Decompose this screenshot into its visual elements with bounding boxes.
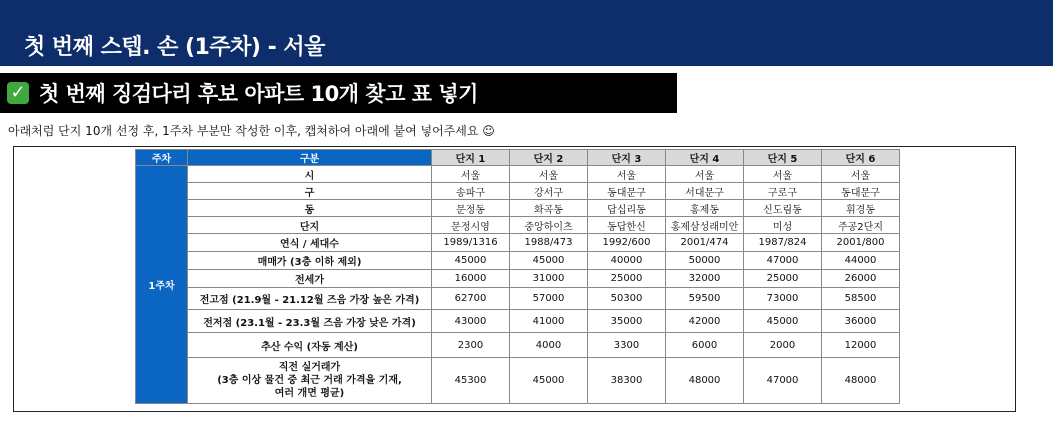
- cell-value: 48000: [666, 358, 744, 404]
- cell-value: 강서구: [510, 183, 588, 200]
- table-body: [136, 166, 900, 404]
- cell-value: 미성: [744, 217, 822, 234]
- cell-value: 서울: [588, 166, 666, 183]
- cell-value: 문정동: [432, 200, 510, 217]
- cell-value: 휘경동: [822, 200, 900, 217]
- cell-value: 31000: [510, 270, 588, 288]
- table-row: [136, 234, 900, 252]
- row-label: 전세가: [188, 270, 432, 288]
- section-title: 첫 번째 징검다리 후보 아파트 10개 찾고 표 넣기: [39, 82, 478, 106]
- cell-value: 40000: [588, 252, 666, 270]
- cell-value: 26000: [822, 270, 900, 288]
- row-label-line: 여러 개면 평균): [274, 388, 345, 399]
- cell-value: 2000: [744, 333, 822, 358]
- cell-value: 25000: [588, 270, 666, 288]
- cell-value: 45000: [432, 252, 510, 270]
- header-week: 주차: [136, 150, 188, 166]
- cell-value: 45000: [510, 358, 588, 404]
- cell-value: 홍제삼성래미안: [666, 217, 744, 234]
- cell-value: 서대문구: [666, 183, 744, 200]
- cell-value: 동대문구: [588, 183, 666, 200]
- top-header-bar: [0, 0, 1053, 66]
- cell-value: 2300: [432, 333, 510, 358]
- cell-value: 2001/474: [666, 234, 744, 252]
- cell-value: 12000: [822, 333, 900, 358]
- cell-value: 1992/600: [588, 234, 666, 252]
- table-row: [136, 358, 900, 404]
- row-label: 매매가 (3층 이하 제외): [188, 252, 432, 270]
- row-label-line: (3층 이상 물건 중 최근 거래 가격을 기재,: [217, 375, 402, 386]
- cell-value: 47000: [744, 252, 822, 270]
- row-label: 시: [188, 166, 432, 183]
- cell-value: 57000: [510, 288, 588, 310]
- row-label: 전저점 (23.1월 - 23.3월 즈음 가장 낮은 가격): [188, 310, 432, 333]
- cell-value: 32000: [666, 270, 744, 288]
- row-label: 추산 수익 (자동 계산): [188, 333, 432, 358]
- header-complex-6: 단지 6: [822, 150, 900, 166]
- cell-value: 73000: [744, 288, 822, 310]
- week-label: 1주차: [136, 166, 188, 404]
- cell-value: 45000: [744, 310, 822, 333]
- cell-value: 35000: [588, 310, 666, 333]
- table-row: [136, 200, 900, 217]
- table-row: [136, 288, 900, 310]
- cell-value: 44000: [822, 252, 900, 270]
- cell-value: 2001/800: [822, 234, 900, 252]
- cell-value: 58500: [822, 288, 900, 310]
- cell-value: 서울: [510, 166, 588, 183]
- header-complex-5: 단지 5: [744, 150, 822, 166]
- check-mark-icon: ✓: [7, 82, 29, 104]
- cell-value: 1988/473: [510, 234, 588, 252]
- cell-value: 문정시영: [432, 217, 510, 234]
- cell-value: 50000: [666, 252, 744, 270]
- cell-value: 서울: [666, 166, 744, 183]
- instruction-text: 아래처럼 단지 10개 선정 후, 1주차 부분만 작성한 이후, 캡쳐하여 아래에 붙여 넣어주세요 ☺: [8, 124, 495, 138]
- row-label: 동: [188, 200, 432, 217]
- header-complex-4: 단지 4: [666, 150, 744, 166]
- cell-value: 동대문구: [822, 183, 900, 200]
- table-row: [136, 166, 900, 183]
- header-category: 구분: [188, 150, 432, 166]
- cell-value: 홍제동: [666, 200, 744, 217]
- cell-value: 41000: [510, 310, 588, 333]
- cell-value: 주공2단지: [822, 217, 900, 234]
- cell-value: 42000: [666, 310, 744, 333]
- header-complex-1: 단지 1: [432, 150, 510, 166]
- cell-value: 25000: [744, 270, 822, 288]
- cell-value: 1987/824: [744, 234, 822, 252]
- cell-value: 서울: [744, 166, 822, 183]
- page-title: 첫 번째 스텝. 손 (1주차) - 서울: [24, 35, 325, 60]
- header-complex-2: 단지 2: [510, 150, 588, 166]
- row-label: 단지: [188, 217, 432, 234]
- cell-value: 62700: [432, 288, 510, 310]
- cell-value: 3300: [588, 333, 666, 358]
- table-row: [136, 183, 900, 200]
- row-label: [188, 358, 432, 404]
- cell-value: 45300: [432, 358, 510, 404]
- cell-value: 16000: [432, 270, 510, 288]
- cell-value: 48000: [822, 358, 900, 404]
- cell-value: 서울: [432, 166, 510, 183]
- cell-value: 43000: [432, 310, 510, 333]
- cell-value: 서울: [822, 166, 900, 183]
- apartment-table: [135, 149, 900, 404]
- cell-value: 신도림동: [744, 200, 822, 217]
- cell-value: 47000: [744, 358, 822, 404]
- section-banner: [0, 73, 677, 113]
- table-row: [136, 217, 900, 234]
- row-label-line: 직전 실거래가: [278, 362, 341, 373]
- cell-value: 중앙하이츠: [510, 217, 588, 234]
- row-label: 구: [188, 183, 432, 200]
- cell-value: 화곡동: [510, 200, 588, 217]
- cell-value: 답십리동: [588, 200, 666, 217]
- cell-value: 59500: [666, 288, 744, 310]
- cell-value: 동답한신: [588, 217, 666, 234]
- cell-value: 1989/1316: [432, 234, 510, 252]
- cell-value: 45000: [510, 252, 588, 270]
- header-complex-3: 단지 3: [588, 150, 666, 166]
- table-row: [136, 333, 900, 358]
- table-row: [136, 270, 900, 288]
- cell-value: 50300: [588, 288, 666, 310]
- cell-value: 36000: [822, 310, 900, 333]
- cell-value: 6000: [666, 333, 744, 358]
- cell-value: 구로구: [744, 183, 822, 200]
- cell-value: 송파구: [432, 183, 510, 200]
- cell-value: 4000: [510, 333, 588, 358]
- row-label: 전고점 (21.9월 - 21.12월 즈음 가장 높은 가격): [188, 288, 432, 310]
- table-row: [136, 252, 900, 270]
- row-label: 연식 / 세대수: [188, 234, 432, 252]
- cell-value: 38300: [588, 358, 666, 404]
- table-row: [136, 310, 900, 333]
